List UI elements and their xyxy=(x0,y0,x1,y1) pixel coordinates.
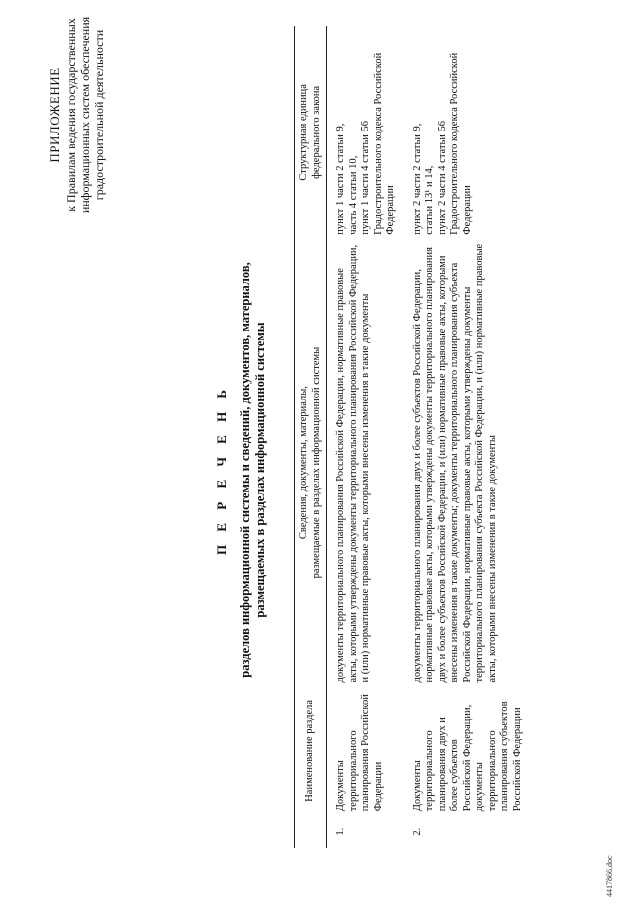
unit-line: статьи 13¹ и 14, xyxy=(424,165,435,235)
section-info: документы территориального планирования двух и более субъектов Российской Федерации, нормативные правовые акты, которыми утверждены документы территориального планирования двух и более субъектов Российской Федерации, и (или) нормативные правовые акты, которыми внесены изменения в такие документы; документы территориального планирования субъекта Российской Федерации, нормативные правовые акты, которыми утверждены документы территориального планирования субъекта Российской Федерации, и (или) нормативные правовые акты, которыми внесены изменения в такие документы xyxy=(411,243,498,683)
appendix-title: ПРИЛОЖЕНИЕ xyxy=(47,67,62,163)
column-header-name: Наименование раздела xyxy=(295,686,327,815)
header-line: размещаемые в разделах информационной системы xyxy=(310,346,322,579)
section-unit xyxy=(327,26,404,239)
document-title: П Е Р Е Ч Е Н Ь xyxy=(214,384,229,556)
unit-line: пункт 2 части 2 статьи 9, xyxy=(411,123,423,235)
header-line: федерального закона xyxy=(310,85,322,179)
header-line: Сведения, документы, материалы, xyxy=(298,386,309,540)
table-row xyxy=(404,26,531,848)
unit-line: пункт 2 части 4 статьи 56 xyxy=(436,120,448,235)
unit-line: пункт 1 части 4 статьи 56 xyxy=(360,120,371,235)
section-unit xyxy=(404,26,531,239)
column-header-number xyxy=(295,815,327,848)
appendix-line: градостроительной деятельности xyxy=(92,29,106,201)
file-name-footer: 4417866.doc xyxy=(605,855,614,897)
row-number: 2. xyxy=(411,827,423,836)
document-subtitle: размещаемых в разделах информационной системы xyxy=(253,322,267,618)
unit-line: пункт 1 части 2 статьи 9, xyxy=(335,123,346,235)
header-line: Структурная единица xyxy=(298,84,309,181)
table-header-row xyxy=(295,26,327,848)
column-header-unit xyxy=(295,26,327,239)
row-number: 1. xyxy=(335,827,346,836)
unit-line: Градостроительного кодекса Российской Федерации xyxy=(449,52,473,235)
table-row xyxy=(327,26,404,848)
section-info: документы территориального планирования Российской Федерации, нормативные правовые акты, которыми утверждены документы территориального планирования Российской Федерации, и (или) нормативные правовые акты, которыми внесены изменения в такие документы xyxy=(335,244,371,683)
appendix-line: к Правилам ведения государственных xyxy=(64,18,78,212)
document-heading xyxy=(214,95,268,845)
section-name: Документы территориального планирования Российской Федерации xyxy=(335,694,384,812)
unit-line: часть 4 статьи 10, xyxy=(347,155,359,235)
document-subtitle: разделов информационной системы и сведений, документов, материалов, xyxy=(238,262,252,678)
column-header-info xyxy=(295,239,327,687)
sections-table xyxy=(294,26,530,848)
appendix-block xyxy=(48,15,106,215)
unit-line: Градостроительного кодекса Российской Федерации xyxy=(372,52,396,235)
section-name: Документы территориального планирования двух и более субъектов Российской Федерации, документы территориального планирования субъектов Российской Федерации xyxy=(411,701,523,812)
appendix-line: информационных систем обеспечения xyxy=(78,16,92,214)
